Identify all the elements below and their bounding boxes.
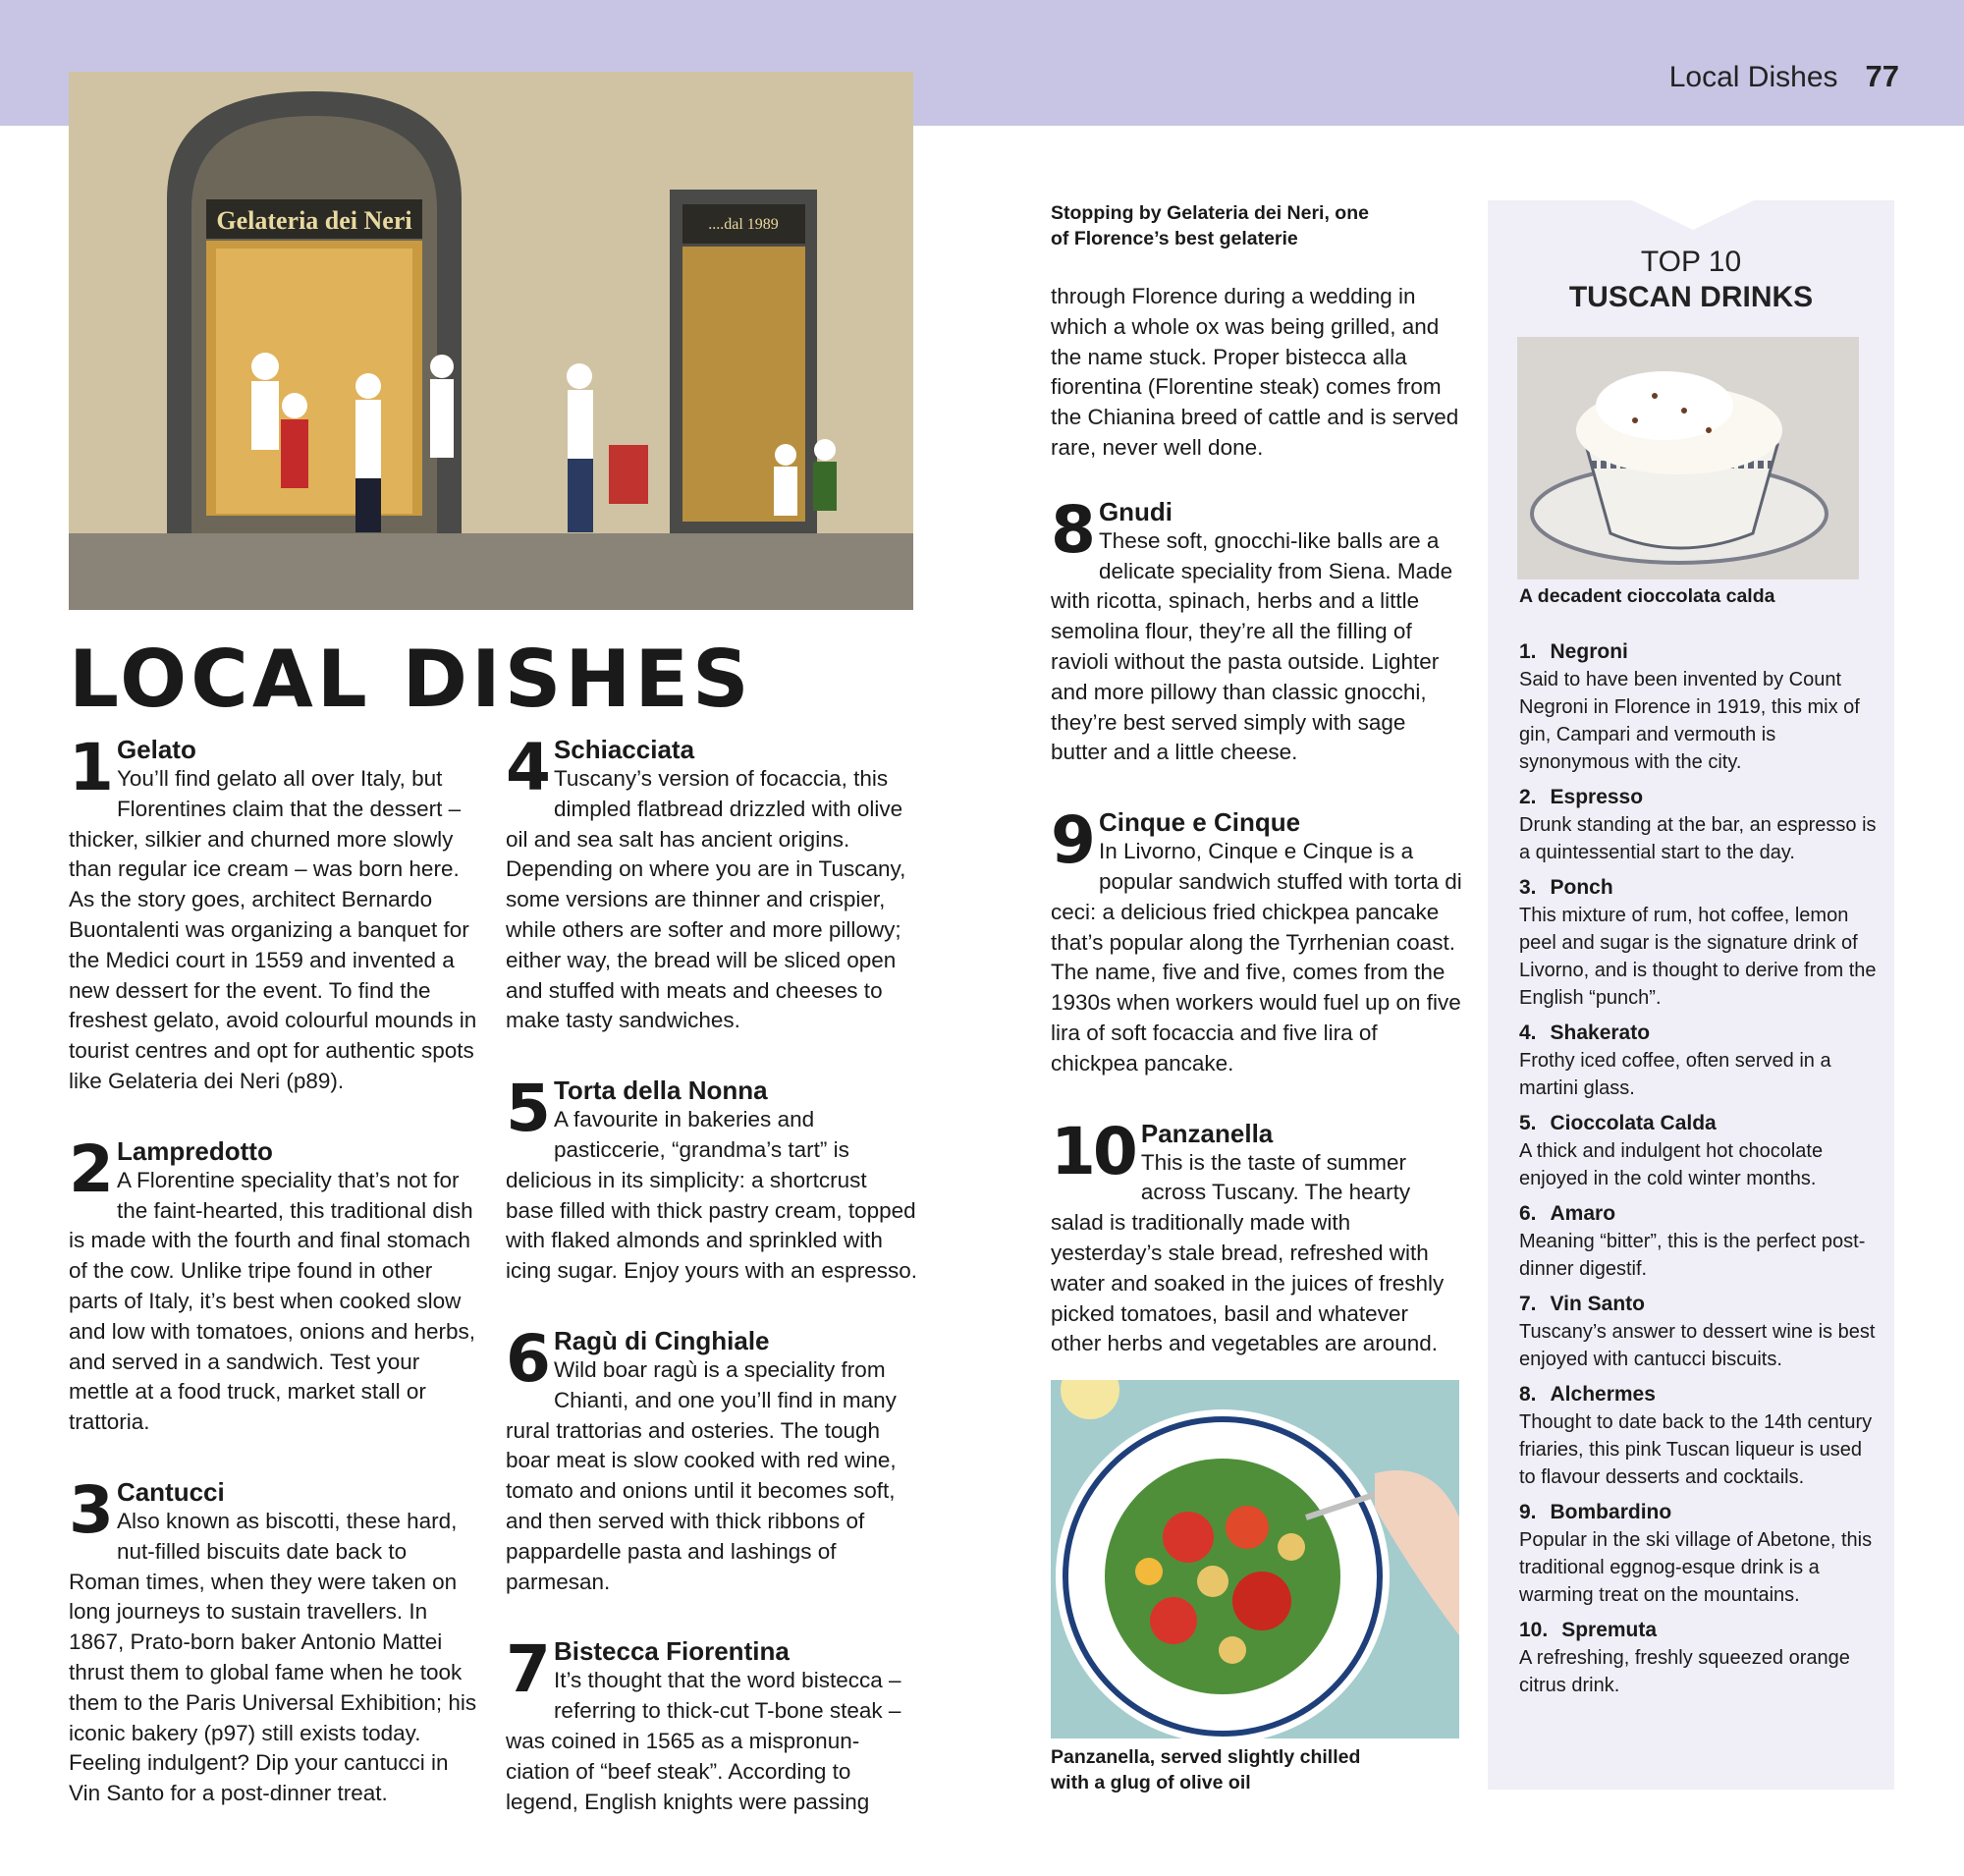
drink-text: A thick and indulgent hot chocolate enjoyed in the cold winter months. xyxy=(1519,1140,1824,1189)
section-name: Local Dishes xyxy=(1668,61,1838,93)
dish-text: Also known as biscotti, these hard, nut-filled biscuits date back to Roman times, when they were taken on long journeys to sustain travellers. In 1867, Prato-born baker Antonio Mattei thrust them to global fame when he took them to the Paris Universal Exhibition; his iconic bakery (p97) still exists today. Feeling indulgent? Dip your cantucci in Vin Santo for a post-dinner treat. xyxy=(69,1508,477,1806)
dish-6 xyxy=(506,1320,918,1597)
drink-name: Shakerato xyxy=(1550,1021,1651,1044)
drink-text: Popular in the ski village of Abetone, this traditional eggnog-esque drink is a warming treat on the mountains. xyxy=(1519,1529,1873,1606)
panzanella-photo xyxy=(1051,1380,1459,1738)
dish-9 xyxy=(1051,802,1463,1078)
dish-7 xyxy=(506,1631,918,1817)
drink-index: 6. xyxy=(1519,1202,1537,1225)
dish-name: Lampredotto xyxy=(116,1135,273,1166)
top10-sidebar xyxy=(1488,200,1894,1790)
dish-7-continuation: through Florence during a wedding in which a whole ox was being grilled, and the name stuck. Proper bistecca alla fiorentina (Florentine steak) comes from the Chianina breed of cattle and is served rare, never well done. xyxy=(1051,284,1459,460)
dish-name: Cinque e Cinque xyxy=(1098,807,1301,838)
dish-number: 9 xyxy=(1051,802,1093,879)
sidebar-top-label: TOP 10 xyxy=(1640,246,1742,278)
page-number: 77 xyxy=(1865,59,1899,93)
drink-index: 5. xyxy=(1519,1112,1537,1134)
dish-name: Schiacciata xyxy=(553,735,695,764)
list-item xyxy=(1519,784,1882,866)
drink-name: Vin Santo xyxy=(1550,1293,1645,1315)
drink-name: Amaro xyxy=(1550,1202,1616,1225)
drink-text: Meaning “bitter”, this is the perfect post-dinner digestif. xyxy=(1519,1231,1866,1280)
dish-number: 3 xyxy=(69,1471,111,1548)
page-title: LOCAL DISHES xyxy=(69,634,753,725)
drink-text: Drunk standing at the bar, an espresso is a quintessential start to the day. xyxy=(1519,814,1877,863)
panzanella-caption: Panzanella, served slightly chilled with a glug of olive oil xyxy=(1051,1746,1361,1793)
dish-text: This is the taste of summer across Tuscany. The hearty salad is traditionally made with yesterday’s stale bread, refreshed with water and soaked in the juices of freshly picked tomatoes, basil and whatever other herbs and vegetables are around. xyxy=(1051,1149,1445,1356)
list-item xyxy=(1519,1291,1882,1373)
list-item xyxy=(1519,1200,1882,1283)
dish-number: 4 xyxy=(506,730,548,805)
dish-number: 7 xyxy=(506,1631,548,1708)
dish-number: 10 xyxy=(1051,1113,1135,1189)
dish-4 xyxy=(506,730,918,1036)
dish-number: 5 xyxy=(506,1071,548,1147)
dish-3 xyxy=(69,1471,481,1809)
drink-text: Frothy iced coffee, often served in a martini glass. xyxy=(1519,1050,1831,1099)
list-item xyxy=(1519,1381,1882,1491)
sidebar-notch xyxy=(1632,200,1754,230)
list-item xyxy=(1519,1617,1882,1699)
dish-5 xyxy=(506,1071,918,1287)
gelateria-caption: Stopping by Gelateria dei Neri, one of Florence’s best gelaterie xyxy=(1051,202,1369,249)
drink-name: Cioccolata Calda xyxy=(1550,1112,1717,1134)
drink-name: Bombardino xyxy=(1550,1501,1672,1523)
drink-text: Thought to date back to the 14th century friaries, this pink Tuscan liqueur is used to flavour desserts and cocktails. xyxy=(1519,1411,1873,1488)
dish-8 xyxy=(1051,491,1463,768)
list-item xyxy=(1519,1020,1882,1102)
drink-text: A refreshing, freshly squeezed orange citrus drink. xyxy=(1519,1647,1850,1696)
list-item xyxy=(1519,874,1882,1012)
dish-name: Cantucci xyxy=(116,1476,225,1507)
drink-text: Tuscany’s answer to dessert wine is best enjoyed with cantucci biscuits. xyxy=(1519,1321,1876,1370)
dish-text: In Livorno, Cinque e Cinque is a popular sandwich stuffed with torta di ceci: a delicious fried chickpea pancake that’s popular along the Tyrrhenian coast. The name, five and five, comes from the 1930s when workers would fuel up on five lira of soft focaccia and five lira of chickpea pancake. xyxy=(1051,839,1462,1076)
dish-number: 8 xyxy=(1051,491,1093,568)
list-item xyxy=(1519,1499,1882,1609)
drink-name: Ponch xyxy=(1550,876,1613,899)
dish-name: Torta della Nonna xyxy=(553,1076,768,1106)
column-1 xyxy=(69,730,481,1848)
drink-index: 8. xyxy=(1519,1383,1537,1406)
column-2 xyxy=(506,730,918,1856)
dish-number: 2 xyxy=(69,1131,111,1207)
dish-name: Gelato xyxy=(116,735,196,764)
drink-index: 9. xyxy=(1519,1501,1537,1523)
dish-name: Panzanella xyxy=(1140,1118,1274,1148)
drink-text: Said to have been invented by Count Negroni in Florence in 1919, this mix of gin, Campari and vermouth is synonymous with the city. xyxy=(1519,669,1860,773)
dish-1 xyxy=(69,730,481,1097)
drink-name: Negroni xyxy=(1550,640,1628,663)
chocolate-caption: A decadent cioccolata calda xyxy=(1519,585,1775,607)
dish-text: You’ll find gelato all over Italy, but Florentines claim that the dessert – thicker, silkier and churned more slowly than regular ice cream – was born here. As the story goes, architect Bernardo Buontalenti was organizing a banquet for the Medici court in 1559 and invented a new dessert for the event. To find the freshest gelato, avoid colourful mounds in tourist centres and opt for authentic spots like Gelateria dei Neri (p89). xyxy=(69,766,477,1093)
list-item xyxy=(1519,638,1882,776)
dish-number: 1 xyxy=(69,730,111,805)
dish-name: Bistecca Fiorentina xyxy=(553,1636,790,1667)
drink-index: 1. xyxy=(1519,640,1537,663)
gelateria-sign-text: Gelateria dei Neri xyxy=(216,206,412,235)
drink-index: 4. xyxy=(1519,1021,1537,1044)
dish-text: Tuscany’s version of focaccia, this dimpled flatbread drizzled with olive oil and sea salt has ancient origins. Depending on where you are in Tuscany, some versions are thinner and crispier, while others are softer and more pillowy; either way, the bread will be sliced open and stuffed with meats and cheeses to make tasty sandwiches. xyxy=(506,766,906,1033)
running-header xyxy=(1669,59,1899,94)
drink-index: 3. xyxy=(1519,876,1537,899)
drink-index: 7. xyxy=(1519,1293,1537,1315)
drinks-list xyxy=(1519,638,1882,1707)
sidebar-title: TUSCAN DRINKS xyxy=(1568,281,1814,313)
dish-2 xyxy=(69,1131,481,1438)
drink-name: Spremuta xyxy=(1561,1619,1658,1641)
gelateria-sign2-text: ....dal 1989 xyxy=(708,216,779,233)
drink-name: Alchermes xyxy=(1550,1383,1656,1406)
drink-text: This mixture of rum, hot coffee, lemon peel and sugar is the signature drink of Livorno, and is thought to derive from the English “punch”. xyxy=(1519,905,1877,1009)
dish-text: Wild boar ragù is a speciality from Chianti, and one you’ll find in many rural trattorias and osteries. The tough boar meat is slow cooked with red wine, tomato and onions until it becomes soft, and then served with thick ribbons of pappardelle pasta and lashings of parmesan. xyxy=(506,1356,897,1594)
dish-name: Ragù di Cinghiale xyxy=(553,1325,770,1355)
column-3 xyxy=(1051,282,1463,1399)
drink-name: Espresso xyxy=(1550,786,1644,808)
dish-10 xyxy=(1051,1113,1463,1360)
dish-number: 6 xyxy=(506,1320,548,1397)
dish-name: Gnudi xyxy=(1098,496,1173,526)
drink-index: 10. xyxy=(1519,1619,1549,1641)
dish-text: It’s thought that the word bistecca – referring to thick-cut T-bone steak – was coined in 1565 as a mispronun-ciation of “beef steak”. According to legend, English knights were passing xyxy=(506,1668,901,1814)
dish-text: These soft, gnocchi-like balls are a delicate speciality from Siena. Made with ricotta, spinach, herbs and a little semolina flour, they’re all the filling of ravioli without the pasta outside. Lighter and more pillowy than classic gnocchi, they’re best served simply with sage butter and a little cheese. xyxy=(1051,527,1453,765)
drink-index: 2. xyxy=(1519,786,1537,808)
dish-text: A Florentine speciality that’s not for the faint-hearted, this traditional dish is made with the fourth and final stomach of the cow. Unlike tripe found in other parts of Italy, it’s best when cooked slow and low with tomatoes, onions and herbs, and served in a sandwich. Test your mettle at a food truck, market stall or trattoria. xyxy=(69,1167,475,1435)
dish-text: A favourite in bakeries and pasticcerie, “grandma’s tart” is delicious in its simplicity: a shortcrust base filled with thick pastry cream, topped with flaked almonds and sprinkled with icing sugar. Enjoy yours with an espresso. xyxy=(506,1107,917,1284)
gelateria-photo xyxy=(69,72,913,610)
chocolate-photo xyxy=(1517,337,1859,579)
list-item xyxy=(1519,1110,1882,1192)
